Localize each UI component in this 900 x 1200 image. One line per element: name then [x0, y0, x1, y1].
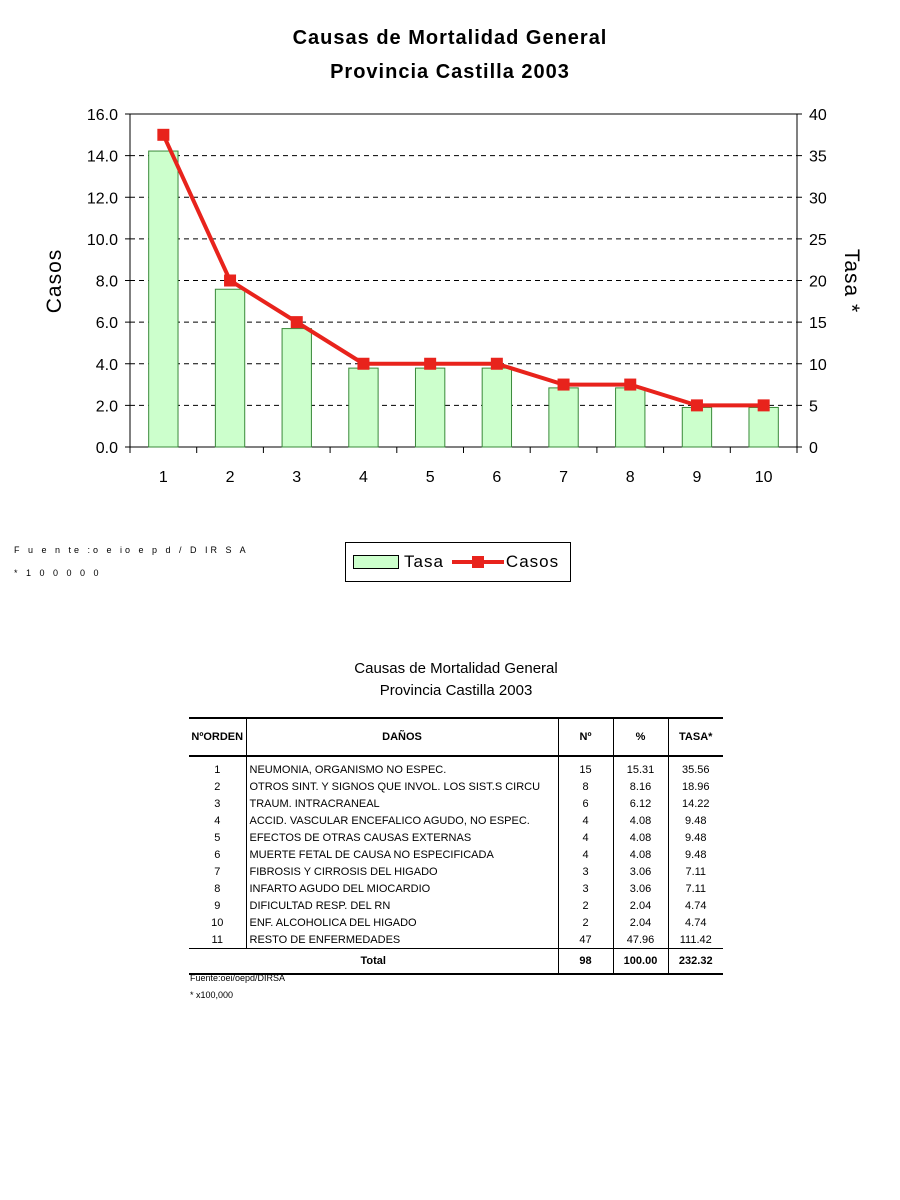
bar — [616, 388, 645, 447]
table-row — [189, 829, 723, 846]
cell-dano: INFARTO AGUDO DEL MIOCARDIO — [246, 880, 558, 897]
cell-n: 4 — [558, 846, 613, 863]
cell-n: 6 — [558, 795, 613, 812]
cell-orden: 11 — [211, 933, 223, 946]
bar — [282, 329, 311, 447]
cell-pct: 8.16 — [613, 778, 668, 795]
x-tick-label: 1 — [158, 469, 168, 486]
bar — [149, 151, 178, 447]
y-tick-label: 4.0 — [95, 356, 118, 374]
y2-tick-label: 30 — [809, 190, 827, 208]
x-tick-label: 7 — [559, 469, 569, 486]
x-tick-label: 10 — [754, 469, 773, 486]
header-tasa: TASA* — [668, 718, 723, 756]
y-tick-label: 14.0 — [86, 148, 118, 166]
cell-pct: 15.31 — [613, 756, 668, 778]
line-point — [157, 129, 169, 141]
y2-tick-label: 15 — [809, 315, 827, 333]
x-tick-label: 6 — [492, 469, 502, 486]
bar — [682, 407, 711, 447]
line-point — [224, 275, 236, 287]
table-total-row — [189, 949, 723, 975]
cell-orden: 1 — [214, 763, 221, 776]
y2-axis-label: Tasa * — [840, 248, 863, 314]
table-row — [189, 812, 723, 829]
total-pct: 100.00 — [613, 949, 668, 975]
bar — [482, 368, 511, 447]
line-point — [558, 379, 570, 391]
line-point — [424, 358, 436, 370]
table-row — [189, 863, 723, 880]
header-pct: % — [613, 718, 668, 756]
cell-n: 4 — [558, 829, 613, 846]
y-tick-label: 0.0 — [95, 440, 118, 457]
bar — [749, 407, 778, 447]
cell-dano: RESTO DE ENFERMEDADES — [246, 931, 558, 949]
legend-line-swatch — [452, 555, 504, 569]
table-row — [189, 931, 723, 949]
y2-tick-label: 20 — [809, 273, 827, 291]
cell-tasa: 9.48 — [668, 812, 723, 829]
cell-pct: 3.06 — [613, 880, 668, 897]
y-tick-label: 10.0 — [86, 231, 118, 249]
cell-pct: 3.06 — [613, 863, 668, 880]
cell-pct: 4.08 — [613, 829, 668, 846]
line-point — [357, 358, 369, 370]
y-axis-label: Casos — [43, 248, 66, 314]
table-header-row — [189, 718, 723, 756]
line-point — [491, 358, 503, 370]
cell-n: 8 — [558, 778, 613, 795]
cell-dano: DIFICULTAD RESP. DEL RN — [246, 897, 558, 914]
table-row — [189, 795, 723, 812]
chart-legend — [345, 542, 571, 582]
cell-dano: FIBROSIS Y CIRROSIS DEL HIGADO — [246, 863, 558, 880]
table-source-note: Fuente:oei/oepd/DIRSA — [190, 973, 286, 983]
cell-pct: 47.96 — [613, 931, 668, 949]
mortality-table — [189, 717, 723, 975]
bar — [549, 388, 578, 447]
cell-pct: 2.04 — [613, 914, 668, 931]
line-point — [291, 316, 303, 328]
cell-tasa: 14.22 — [668, 795, 723, 812]
table-row — [189, 778, 723, 795]
x-tick-label: 9 — [692, 469, 702, 486]
header-n: Nº — [558, 718, 613, 756]
cell-n: 3 — [558, 880, 613, 897]
total-label: Total — [189, 949, 558, 975]
table-row — [189, 897, 723, 914]
cell-orden: 5 — [214, 831, 221, 844]
cell-orden: 6 — [214, 848, 221, 861]
table-row — [189, 880, 723, 897]
line-point — [691, 399, 703, 411]
cell-n: 3 — [558, 863, 613, 880]
cell-tasa: 35.56 — [668, 756, 723, 778]
cell-dano: MUERTE FETAL DE CAUSA NO ESPECIFICADA — [246, 846, 558, 863]
legend-label-tasa: Tasa — [404, 552, 444, 571]
table-subtitle: Provincia Castilla 2003 — [379, 682, 533, 699]
y2-tick-label: 10 — [809, 356, 827, 374]
cell-dano: EFECTOS DE OTRAS CAUSAS EXTERNAS — [246, 829, 558, 846]
y-tick-label: 6.0 — [95, 315, 118, 333]
y2-tick-label: 40 — [809, 107, 827, 124]
line-point — [758, 399, 770, 411]
cell-orden: 9 — [214, 899, 221, 912]
cell-orden: 10 — [211, 916, 224, 929]
cell-pct: 2.04 — [613, 897, 668, 914]
cell-tasa: 4.74 — [668, 897, 723, 914]
x-tick-label: 3 — [292, 469, 302, 486]
y-tick-label: 8.0 — [95, 273, 118, 291]
cell-n: 2 — [558, 914, 613, 931]
cell-orden: 8 — [214, 882, 221, 895]
cell-tasa: 9.48 — [668, 846, 723, 863]
cell-tasa: 7.11 — [668, 880, 723, 897]
y-tick-label: 16.0 — [86, 107, 118, 124]
cell-tasa: 7.11 — [668, 863, 723, 880]
y2-tick-label: 25 — [809, 231, 827, 249]
y2-tick-label: 5 — [809, 398, 818, 416]
cell-pct: 4.08 — [613, 812, 668, 829]
cell-dano: OTROS SINT. Y SIGNOS QUE INVOL. LOS SIST.S CIRCU — [246, 778, 558, 795]
x-tick-label: 2 — [225, 469, 235, 486]
cell-orden: 3 — [214, 797, 221, 810]
header-orden: NºORDEN — [189, 718, 246, 756]
chart-title: Causas de Mortalidad General — [292, 27, 608, 49]
table-row — [189, 914, 723, 931]
table-title: Causas de Mortalidad General — [354, 660, 558, 677]
combo-chart — [0, 0, 900, 500]
cell-orden: 4 — [214, 814, 221, 827]
y2-tick-label: 35 — [809, 148, 827, 166]
cell-n: 4 — [558, 812, 613, 829]
y-tick-label: 2.0 — [95, 398, 118, 416]
cell-tasa: 111.42 — [668, 931, 723, 949]
bar — [415, 368, 444, 447]
bar — [215, 289, 244, 447]
cell-tasa: 18.96 — [668, 778, 723, 795]
cell-pct: 4.08 — [613, 846, 668, 863]
cell-n: 2 — [558, 897, 613, 914]
cell-dano: ACCID. VASCULAR ENCEFALICO AGUDO, NO ESPEC. — [246, 812, 558, 829]
x-tick-label: 4 — [358, 469, 368, 486]
header-danos: DAÑOS — [246, 718, 558, 756]
table-row — [189, 756, 723, 778]
cell-n: 15 — [558, 756, 613, 778]
cell-dano: ENF. ALCOHOLICA DEL HIGADO — [246, 914, 558, 931]
x-tick-label: 8 — [625, 469, 635, 486]
table-row — [189, 846, 723, 863]
chart-multiplier-note: * 1 0 0 0 0 0 — [14, 568, 102, 578]
chart-source-note: F u e n te :o e io e p d / D IR S A — [14, 545, 249, 555]
y2-tick-label: 0 — [809, 440, 818, 457]
total-tasa: 232.32 — [668, 949, 723, 975]
total-n: 98 — [558, 949, 613, 975]
cell-orden: 2 — [214, 780, 221, 793]
cell-dano: NEUMONIA, ORGANISMO NO ESPEC. — [246, 756, 558, 778]
cell-pct: 6.12 — [613, 795, 668, 812]
legend-label-casos: Casos — [505, 552, 560, 571]
x-tick-label: 5 — [425, 469, 435, 486]
cell-dano: TRAUM. INTRACRANEAL — [246, 795, 558, 812]
cell-tasa: 4.74 — [668, 914, 723, 931]
bar — [349, 368, 378, 447]
y-tick-label: 12.0 — [86, 190, 118, 208]
legend-bar-swatch — [353, 555, 399, 569]
line-point — [624, 379, 636, 391]
cell-tasa: 9.48 — [668, 829, 723, 846]
table-multiplier-note: * x100,000 — [190, 990, 234, 1000]
cell-n: 47 — [558, 931, 613, 949]
cell-orden: 7 — [214, 865, 221, 878]
chart-subtitle: Provincia Castilla 2003 — [330, 61, 570, 83]
